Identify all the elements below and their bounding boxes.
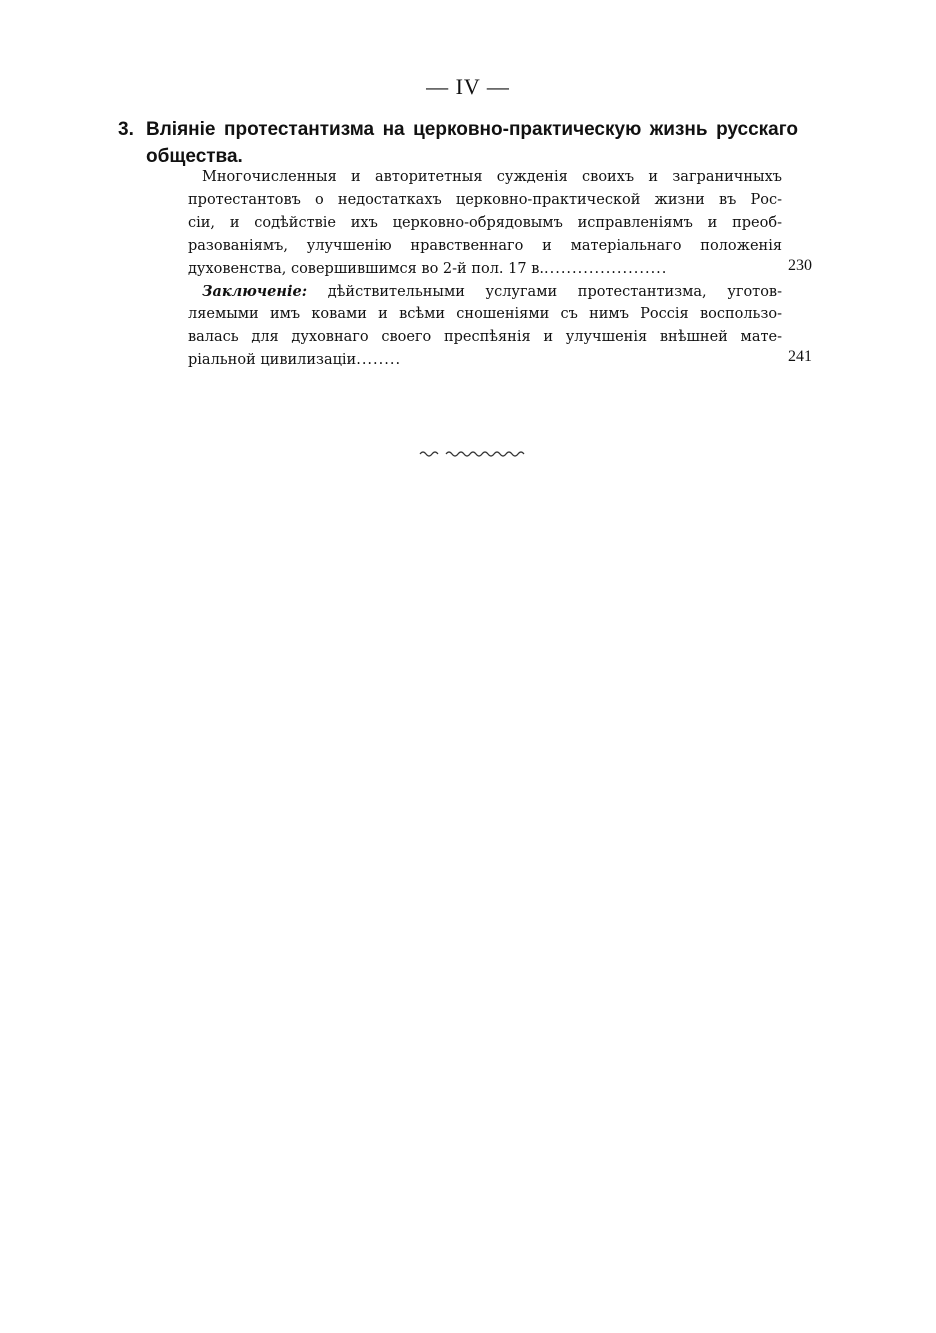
toc-entry-1-line: Многочисленныя и авторитетныя сужденія своихъ и заграничныхъ (202, 169, 782, 185)
toc-entry-2-last-text: ріальной цивилизаціи (188, 352, 357, 368)
toc-entry-2-last-line (188, 349, 782, 372)
toc-entry-2-leader-dots: ........ (356, 352, 402, 368)
toc-entry-1-last-line (188, 258, 782, 281)
toc-entry-1-leader-dots: ...................... (544, 261, 668, 277)
section-title-line-1: Вліяніе протестантизма на церковно-практическую жизнь русскаго (146, 119, 798, 140)
toc-entry-2 (188, 280, 782, 372)
toc-entry-2-first-line-text: дѣйствительными услугами протестантизма, уготов- (327, 284, 782, 300)
ornamental-divider (418, 446, 528, 462)
toc-entry-1-line: сіи, и содѣйствіе ихъ церковно-обрядовымъ исправленіямъ и преоб- (188, 215, 782, 231)
toc-entry-1-line: разованіямъ, улучшенію нравственнаго и матеріальнаго положенія (188, 238, 782, 254)
toc-entry-2-page: 241 (788, 348, 812, 365)
conclusion-label: Заключеніе: (202, 283, 308, 300)
toc-entry-1-line: протестантовъ о недостаткахъ церковно-практической жизни въ Рос- (188, 192, 782, 208)
toc-entry-1-page: 230 (788, 257, 812, 274)
toc-entry-1-last-text: духовенства, совершившимся во 2-й пол. 17 в. (188, 261, 544, 277)
toc-entry-2-line: ляемыми имъ ковами и всѣми сношеніями съ нимъ Россія воспользо- (188, 306, 782, 322)
toc-entry-1 (188, 166, 782, 281)
section-heading (118, 116, 798, 170)
section-title-line-2: общества. (146, 146, 243, 167)
section-number: 3. (118, 119, 134, 140)
page-number: — IV — (426, 74, 510, 99)
toc-entry-2-first-line (188, 280, 782, 303)
toc-entry-2-line: валась для духовнаго своего преспѣянія и улучшенія внѣшней мате- (188, 329, 782, 345)
section-heading-line-1 (118, 116, 798, 143)
